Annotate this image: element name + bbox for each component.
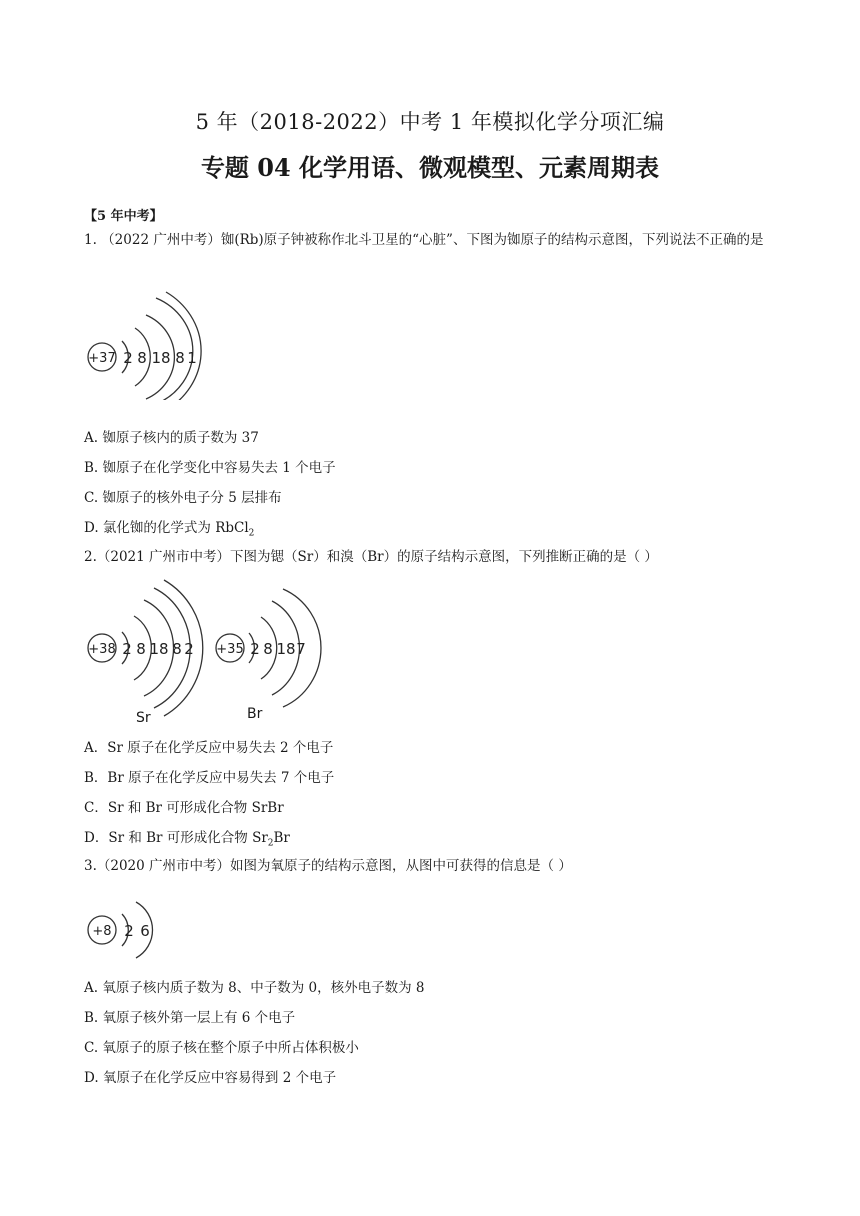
q2-option-a: A．Sr 原子在化学反应中易失去 2 个电子 <box>84 740 334 756</box>
q2-option-b: B．Br 原子在化学反应中易失去 7 个电子 <box>84 770 335 786</box>
nucleus-charge: +35 <box>216 642 244 657</box>
shell-1-electrons: 2 <box>250 640 260 658</box>
shell-1-electrons: 2 <box>124 922 134 940</box>
q1-option-b: B. 铷原子在化学变化中容易失去 1 个电子 <box>84 460 336 476</box>
q1-option-a: A. 铷原子核内的质子数为 37 <box>84 430 259 446</box>
q1-option-c: C. 铷原子的核外电子分 5 层排布 <box>84 490 282 506</box>
question-3-stem: 3.（2020 广州市中考）如图为氧原子的结构示意图，从图中可获得的信息是（ ） <box>84 858 572 874</box>
nucleus-charge: +38 <box>88 642 116 657</box>
oxygen-atom-diagram <box>84 898 164 966</box>
rubidium-atom-diagram <box>84 290 224 404</box>
bromine-atom-diagram <box>212 585 322 729</box>
question-2-stem: 2.（2021 广州市中考）下图为锶（Sr）和溴（Br）的原子结构示意图，下列推断正确的是（ ） <box>84 549 658 565</box>
bromine-label: Br <box>247 706 263 722</box>
q3-option-b: B. 氧原子核外第一层上有 6 个电子 <box>84 1010 296 1026</box>
shell-4-electrons: 8 <box>172 640 182 658</box>
section-label: 【5 年中考】 <box>84 209 163 224</box>
shell-2-electrons: 8 <box>137 349 147 367</box>
q2-option-c: C．Sr 和 Br 可形成化合物 SrBr <box>84 800 284 816</box>
strontium-label: Sr <box>136 710 151 726</box>
q2-option-d <box>84 828 290 854</box>
q1-option-d-subscript: 2 <box>248 528 255 539</box>
shell-3-electrons: 18 <box>149 640 169 658</box>
question-1-stem: 1. （2022 广州中考）铷(Rb)原子钟被称作北斗卫星的“心脏”、下图为铷原子的结构示意图，下列说法不正确的是 <box>84 232 764 248</box>
shell-5-electrons: 2 <box>184 640 194 658</box>
shell-1-electrons: 2 <box>123 349 133 367</box>
shell-2-electrons: 8 <box>136 640 146 658</box>
q3-option-a: A. 氧原子核内质子数为 8、中子数为 0，核外电子数为 8 <box>84 980 425 996</box>
shell-4-electrons: 7 <box>296 640 306 658</box>
document-title: 5 年（2018-2022）中考 1 年模拟化学分项汇编 <box>195 110 665 134</box>
shell-5-electrons: 1 <box>187 349 197 367</box>
shell-2-electrons: 6 <box>140 922 150 940</box>
q3-option-d: D. 氧原子在化学反应中容易得到 2 个电子 <box>84 1070 337 1086</box>
shell-2-electrons: 8 <box>263 640 273 658</box>
nucleus-charge: +37 <box>88 351 116 366</box>
document-subtitle: 专题 04 化学用语、微观模型、元素周期表 <box>200 153 660 182</box>
q3-option-c: C. 氧原子的原子核在整个原子中所占体积极小 <box>84 1040 359 1056</box>
q2-option-d-suffix: Br <box>273 830 290 846</box>
q2-option-d-subscript: 2 <box>267 838 274 849</box>
shell-1-electrons: 2 <box>122 640 132 658</box>
shell-3-electrons: 18 <box>151 349 171 367</box>
q1-option-d <box>84 518 254 544</box>
q1-option-d-text: D. 氯化铷的化学式为 RbCl <box>84 520 249 536</box>
shell-4-electrons: 8 <box>175 349 185 367</box>
nucleus-charge: +8 <box>92 924 112 939</box>
q2-option-d-text: D．Sr 和 Br 可形成化合物 Sr <box>84 830 268 846</box>
shell-3-electrons: 18 <box>276 640 296 658</box>
